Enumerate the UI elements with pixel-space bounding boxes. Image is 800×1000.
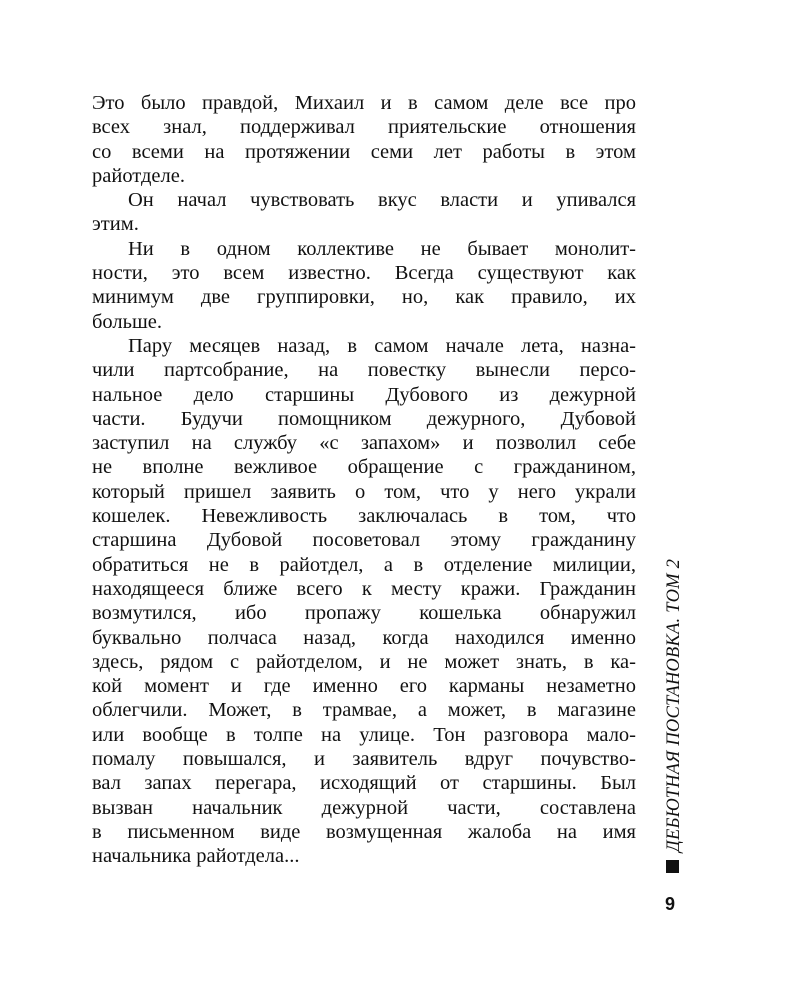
text-line: этим. xyxy=(92,213,139,236)
running-head-title: ДЕБЮТНАЯ ПОСТАНОВКА. ТОМ 2 xyxy=(664,558,684,852)
page-number: 9 xyxy=(664,894,675,914)
text-line: или вообще в толпе на улице. Тон разговора мало- xyxy=(92,723,636,746)
text-line: части. Будучи помощником дежурного, Дубовой xyxy=(92,407,636,430)
text-line: вал запах перегара, исходящий от старшины. Был xyxy=(92,772,636,795)
page-body-text xyxy=(92,91,636,869)
text-line: чили партсобрание, на повестку вынесли персо- xyxy=(92,359,636,382)
text-line: в письменном виде возмущенная жалоба на имя xyxy=(92,820,636,843)
text-line: кой момент и где именно его карманы незаметно xyxy=(92,675,636,698)
text-line: начальника райотдела... xyxy=(92,845,300,868)
text-line: заступил на службу «с запахом» и позволил себе xyxy=(92,432,636,455)
text-line: райотделе. xyxy=(92,164,185,187)
text-line: облегчили. Может, в трамвае, а может, в магазине xyxy=(92,699,636,722)
text-line: минимум две группировки, но, как правило, их xyxy=(92,286,636,309)
text-line: старшина Дубовой посоветовал этому гражданину xyxy=(92,529,636,552)
text-line: со всеми на протяжении семи лет работы в этом xyxy=(92,140,636,163)
text-line: вызван начальник дежурной части, составлена xyxy=(92,796,636,819)
text-line: нальное дело старшины Дубового из дежурной xyxy=(92,383,636,406)
text-line: всех знал, поддерживал приятельские отношения xyxy=(92,116,636,139)
text-line: возмутился, ибо пропажу кошелька обнаружил xyxy=(92,602,636,625)
text-line: помалу повышался, и заявитель вдруг почувство- xyxy=(92,748,636,771)
text-line: ности, это всем известно. Всегда существуют как xyxy=(92,262,636,285)
text-line: буквально полчаса назад, когда находился именно xyxy=(92,626,636,649)
text-line: больше. xyxy=(92,310,162,333)
text-line: который пришел заявить о том, что у него украли xyxy=(92,480,636,503)
text-line: кошелек. Невежливость заключалась в том, что xyxy=(92,505,636,528)
text-line: здесь, рядом с райотделом, и не может знать, в ка- xyxy=(92,650,636,673)
square-marker-icon xyxy=(666,860,679,873)
running-head xyxy=(664,552,684,852)
text-line: не вполне вежливое обращение с гражданином, xyxy=(92,456,636,479)
text-line: Ни в одном коллективе не бывает монолит- xyxy=(128,237,636,260)
text-line: обратиться не в райотдел, а в отделение милиции, xyxy=(92,553,636,576)
text-line: Он начал чувствовать вкус власти и упивался xyxy=(128,189,636,212)
text-line: находящееся ближе всего к месту кражи. Гражданин xyxy=(92,577,636,600)
text-line: Пару месяцев назад, в самом начале лета, назна- xyxy=(128,334,636,357)
text-line: Это было правдой, Михаил и в самом деле все про xyxy=(92,92,636,114)
